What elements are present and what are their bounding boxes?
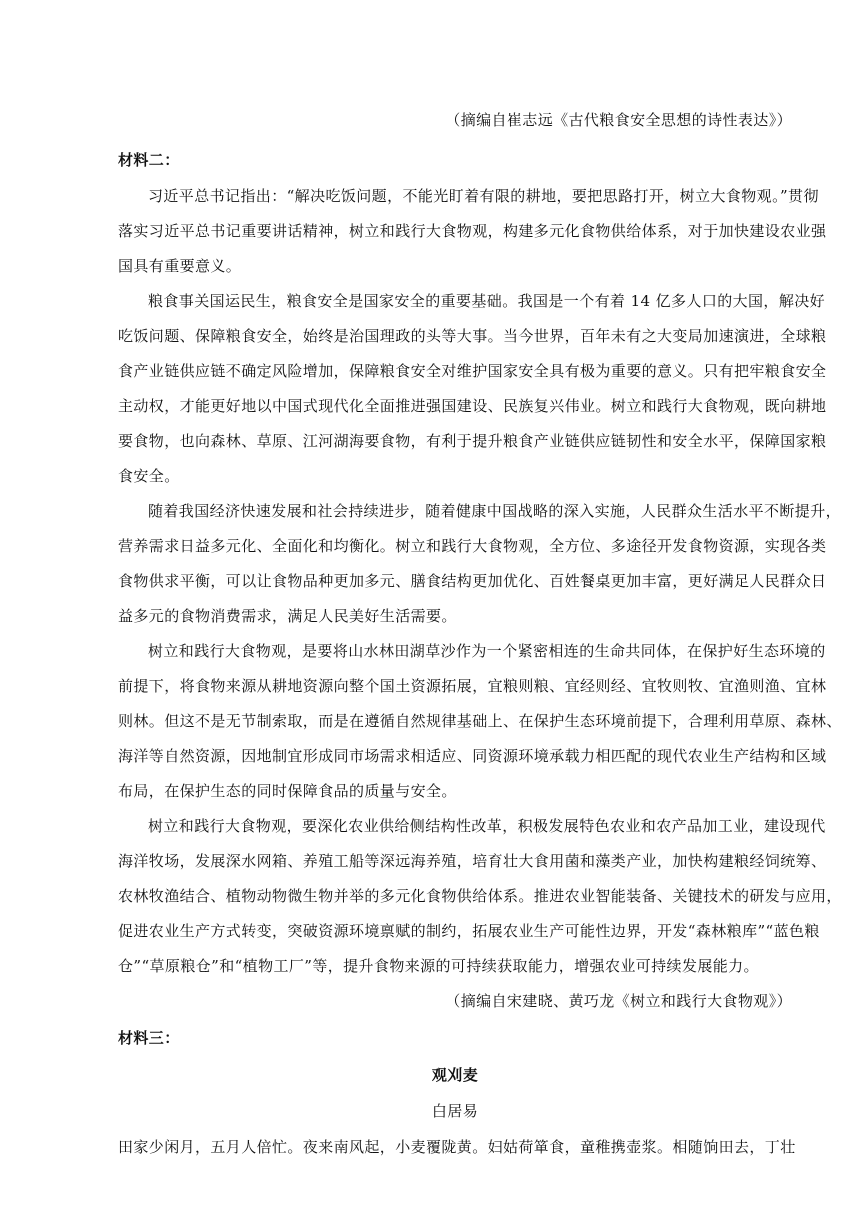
paragraph-5-line: 农林牧渔结合、植物动物微生物并举的多元化食物供给体系。推进农业智能装备、关键技术的研发与应用， [118,887,842,905]
paragraph-4-line: 树立和践行大食物观，是要将山水林田湖草沙作为一个紧密相连的生命共同体，在保护好生态环境的 [148,642,826,660]
paragraph-2-line: 要食物，也向森林、草原、江河湖海要食物，有利于提升粮食产业链供应链韧性和安全水平，保障国家粮 [118,432,827,450]
paragraph-2-line: 主动权，才能更好地以中国式现代化全面推进强国建设、民族复兴伟业。树立和践行大食物观，既向耕地 [118,397,827,415]
paragraph-1-line: 落实习近平总书记重要讲话精神，树立和践行大食物观，构建多元化食物供给体系，对于加快建设农业强 [118,222,827,240]
paragraph-3-line: 营养需求日益多元化、全面化和均衡化。树立和践行大食物观，全方位、多途径开发食物资源，实现各类 [118,537,827,555]
paragraph-5-line: 促进农业生产方式转变，突破资源环境禀赋的制约，拓展农业生产可能性边界，开发“森林粮库”“蓝色粮 [118,922,820,940]
paragraph-3-line: 随着我国经济快速发展和社会持续进步，随着健康中国战略的深入实施，人民群众生活水平不断提升， [148,502,842,520]
paragraph-5-line: 仓”“草原粮仓”和“植物工厂”等，提升食物来源的可持续获取能力，增强农业可持续发展能力。 [118,957,759,975]
paragraph-4-line: 前提下，将食物来源从耕地资源向整个国土资源拓展，宜粮则粮、宜经则经、宜牧则牧、宜渔则渔、宜林 [118,677,827,695]
source-citation-2: （摘编自宋建晓、黄巧龙《树立和践行大食物观》） [445,992,792,1010]
material3-heading: 材料三： [118,1029,180,1047]
paragraph-2-line: 粮食事关国运民生，粮食安全是国家安全的重要基础。我国是一个有着 14 亿多人口的大国，解决好 [148,292,826,310]
paragraph-1-line: 习近平总书记指出：“解决吃饭问题，不能光盯着有限的耕地，要把思路打开，树立大食物观。”贯彻 [148,187,819,205]
paragraph-2-line: 吃饭问题、保障粮食安全，始终是治国理政的头等大事。当今世界，百年未有之大变局加速演进，全球粮 [118,327,827,345]
paragraph-3-line: 益多元的食物消费需求，满足人民美好生活需要。 [118,607,457,625]
paragraph-2-line: 食安全。 [118,467,180,485]
material2-heading: 材料二： [118,151,180,169]
poem-author: 白居易 [431,1102,479,1120]
paragraph-4-line: 布局，在保护生态的同时保障食品的质量与安全。 [118,782,457,800]
paragraph-1-line: 国具有重要意义。 [118,257,242,275]
paragraph-5-line: 树立和践行大食物观，要深化农业供给侧结构性改革，积极发展特色农业和农产品加工业，建设现代 [148,817,826,835]
paragraph-4-line: 则林。但这不是无节制索取，而是在遵循自然规律基础上、在保护生态环境前提下，合理利用草原、森林、 [118,712,842,730]
poem-title: 观刈麦 [431,1066,479,1084]
paragraph-3-line: 食物供求平衡，可以让食物品种更加多元、膳食结构更加优化、百姓餐桌更加丰富，更好满足人民群众日 [118,572,827,590]
paragraph-2-line: 食产业链供应链不确定风险增加，保障粮食安全对维护国家安全具有极为重要的意义。只有把牢粮食安全 [118,362,827,380]
paragraph-4-line: 海洋等自然资源，因地制宜形成同市场需求相适应、同资源环境承载力相匹配的现代农业生产结构和区域 [118,747,827,765]
poem-line: 田家少闲月，五月人倍忙。夜来南风起，小麦覆陇黄。妇姑荷箪食，童稚携壶浆。相随饷田去，丁壮 [118,1138,796,1156]
paragraph-5-line: 海洋牧场，发展深水网箱、养殖工船等深远海养殖，培育壮大食用菌和藻类产业，加快构建粮经饲统筹、 [118,852,827,870]
source-citation-1: （摘编自崔志远《古代粮食安全思想的诗性表达》） [445,111,792,129]
